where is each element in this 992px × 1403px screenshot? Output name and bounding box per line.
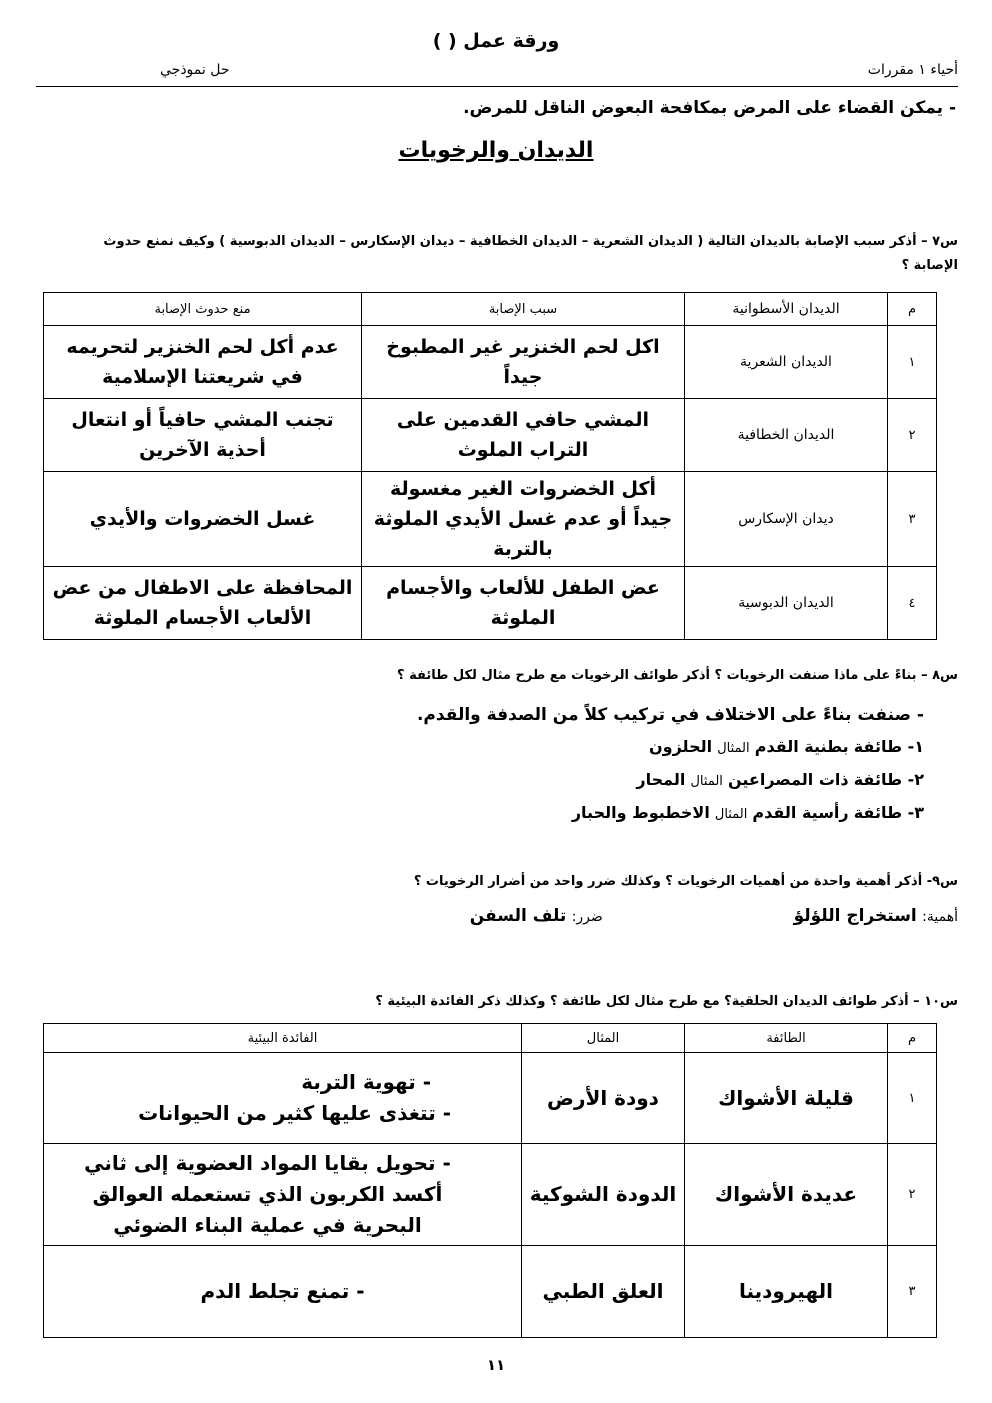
page-number: ١١ bbox=[486, 1356, 506, 1374]
row-number: ١ bbox=[888, 1053, 937, 1144]
col-header-num: م bbox=[888, 293, 937, 326]
annelids-table bbox=[43, 1023, 937, 1338]
row-number: ٤ bbox=[888, 567, 937, 640]
col-header-benefit: الفائدة البيئية bbox=[44, 1024, 522, 1053]
col-header-class: الطائفة bbox=[685, 1024, 888, 1053]
environmental-benefit: - تحويل بقايا المواد العضوية إلى ثاني أكسد الكربون الذي تستعمله العوالق البحرية في عملية البناء الضوئي bbox=[44, 1144, 522, 1246]
class-name: ذات المصراعين bbox=[728, 770, 849, 789]
class-example: الاخطبوط والحبار bbox=[571, 803, 710, 822]
importance-label: أهمية: bbox=[922, 909, 958, 925]
list-item: ١- طائفة بطنية القدم المثال الحلزون bbox=[649, 737, 924, 756]
class-name: بطنية القدم bbox=[754, 737, 849, 756]
col-header-cause: سبب الإصابة bbox=[362, 293, 685, 326]
table-row bbox=[44, 567, 937, 640]
col-header-prevent: منع حدوث الإصابة bbox=[44, 293, 362, 326]
question-10: س١٠ – أذكر طوائف الديدان الحلقية؟ مع طرح مثال لكل طائفة ؟ وكذلك ذكر الفائدة البيئية ؟ bbox=[375, 994, 958, 1009]
col-header-num: م bbox=[888, 1024, 937, 1053]
prevention: عدم أكل لحم الخنزير لتحريمه في شريعتنا الإسلامية bbox=[44, 326, 362, 399]
intro-line: - يمكن القضاء على المرض بمكافحة البعوض الناقل للمرض. bbox=[463, 98, 956, 118]
col-header-worm: الديدان الأسطوانية bbox=[685, 293, 888, 326]
q9-answer bbox=[470, 906, 958, 926]
class-example: دودة الأرض bbox=[522, 1053, 685, 1144]
classification-answer: - صنفت بناءً على الاختلاف في تركيب كلاً من الصدفة والقدم. bbox=[416, 705, 924, 725]
model-answer-note: حل نموذجي bbox=[160, 62, 230, 78]
importance-value: استخراج اللؤلؤ bbox=[793, 906, 917, 926]
prevention: تجنب المشي حافياً أو انتعال أحذية الآخرين bbox=[44, 399, 362, 472]
table-row bbox=[44, 399, 937, 472]
class-example: العلق الطبي bbox=[522, 1246, 685, 1338]
prevention: المحافظة على الاطفال من عض الألعاب الأجسام الملوثة bbox=[44, 567, 362, 640]
section-title: الديدان والرخويات bbox=[398, 138, 594, 163]
table-row bbox=[44, 1053, 937, 1144]
worm-name: الديدان الدبوسية bbox=[685, 567, 888, 640]
worms-table bbox=[43, 292, 937, 640]
table-header-row bbox=[44, 1024, 937, 1053]
table-row bbox=[44, 1246, 937, 1338]
table-header-row bbox=[44, 293, 937, 326]
table-row bbox=[44, 1144, 937, 1246]
class-name: رأسية القدم bbox=[752, 803, 849, 822]
row-number: ١ bbox=[888, 326, 937, 399]
table-row bbox=[44, 472, 937, 567]
row-number: ٢ bbox=[888, 399, 937, 472]
list-item: ٣- طائفة رأسية القدم المثال الاخطبوط والحبار bbox=[571, 803, 924, 822]
infection-cause: اكل لحم الخنزير غير المطبوخ جيداً bbox=[362, 326, 685, 399]
infection-cause: عض الطفل للألعاب والأجسام الملوثة bbox=[362, 567, 685, 640]
class-name: قليلة الأشواك bbox=[685, 1053, 888, 1144]
harm-value: تلف السفن bbox=[469, 906, 567, 926]
prevention: غسل الخضروات والأيدي bbox=[44, 472, 362, 567]
environmental-benefit: - تهوية التربة - تتغذى عليها كثير من الحيوانات bbox=[44, 1053, 522, 1144]
worm-name: الديدان الخطافية bbox=[685, 399, 888, 472]
col-header-example: المثال bbox=[522, 1024, 685, 1053]
question-7: س٧ – أذكر سبب الإصابة بالديدان التالية ( الديدان الشعرية – الديدان الخطافية – ديدان الإسكارس – الديدان الدبوسية ) وكيف نمنع حدوث الإصابة ؟ bbox=[103, 234, 958, 273]
class-example: الحلزون bbox=[649, 737, 713, 756]
harm-label: ضرر: bbox=[571, 909, 603, 925]
course-note: أحياء ١ مقررات bbox=[867, 62, 958, 78]
row-number: ٣ bbox=[888, 472, 937, 567]
class-name: عديدة الأشواك bbox=[685, 1144, 888, 1246]
class-name: الهيرودينا bbox=[685, 1246, 888, 1338]
question-9: س٩- أذكر أهمية واحدة من أهميات الرخويات ؟ وكذلك ضرر واحد من أضرار الرخويات ؟ bbox=[413, 874, 958, 889]
list-item: ٢- طائفة ذات المصراعين المثال المحار bbox=[636, 770, 924, 789]
worm-name: الديدان الشعرية bbox=[685, 326, 888, 399]
row-number: ٢ bbox=[888, 1144, 937, 1246]
environmental-benefit: - تمنع تجلط الدم bbox=[44, 1246, 522, 1338]
page-title: ورقة عمل ( ) bbox=[432, 30, 560, 52]
infection-cause: أكل الخضروات الغير مغسولة جيداً أو عدم غسل الأيدي الملوثة بالتربة bbox=[362, 472, 685, 567]
class-example: المحار bbox=[636, 770, 686, 789]
row-number: ٣ bbox=[888, 1246, 937, 1338]
table-row bbox=[44, 326, 937, 399]
infection-cause: المشي حافي القدمين على التراب الملوث bbox=[362, 399, 685, 472]
question-8: س٨ – بناءً على ماذا صنفت الرخويات ؟ أذكر طوائف الرخويات مع طرح مثال لكل طائفة ؟ bbox=[397, 668, 958, 683]
class-example: الدودة الشوكية bbox=[522, 1144, 685, 1246]
mollusk-classes-list bbox=[417, 700, 924, 830]
header-divider bbox=[36, 86, 958, 87]
worm-name: ديدان الإسكارس bbox=[685, 472, 888, 567]
